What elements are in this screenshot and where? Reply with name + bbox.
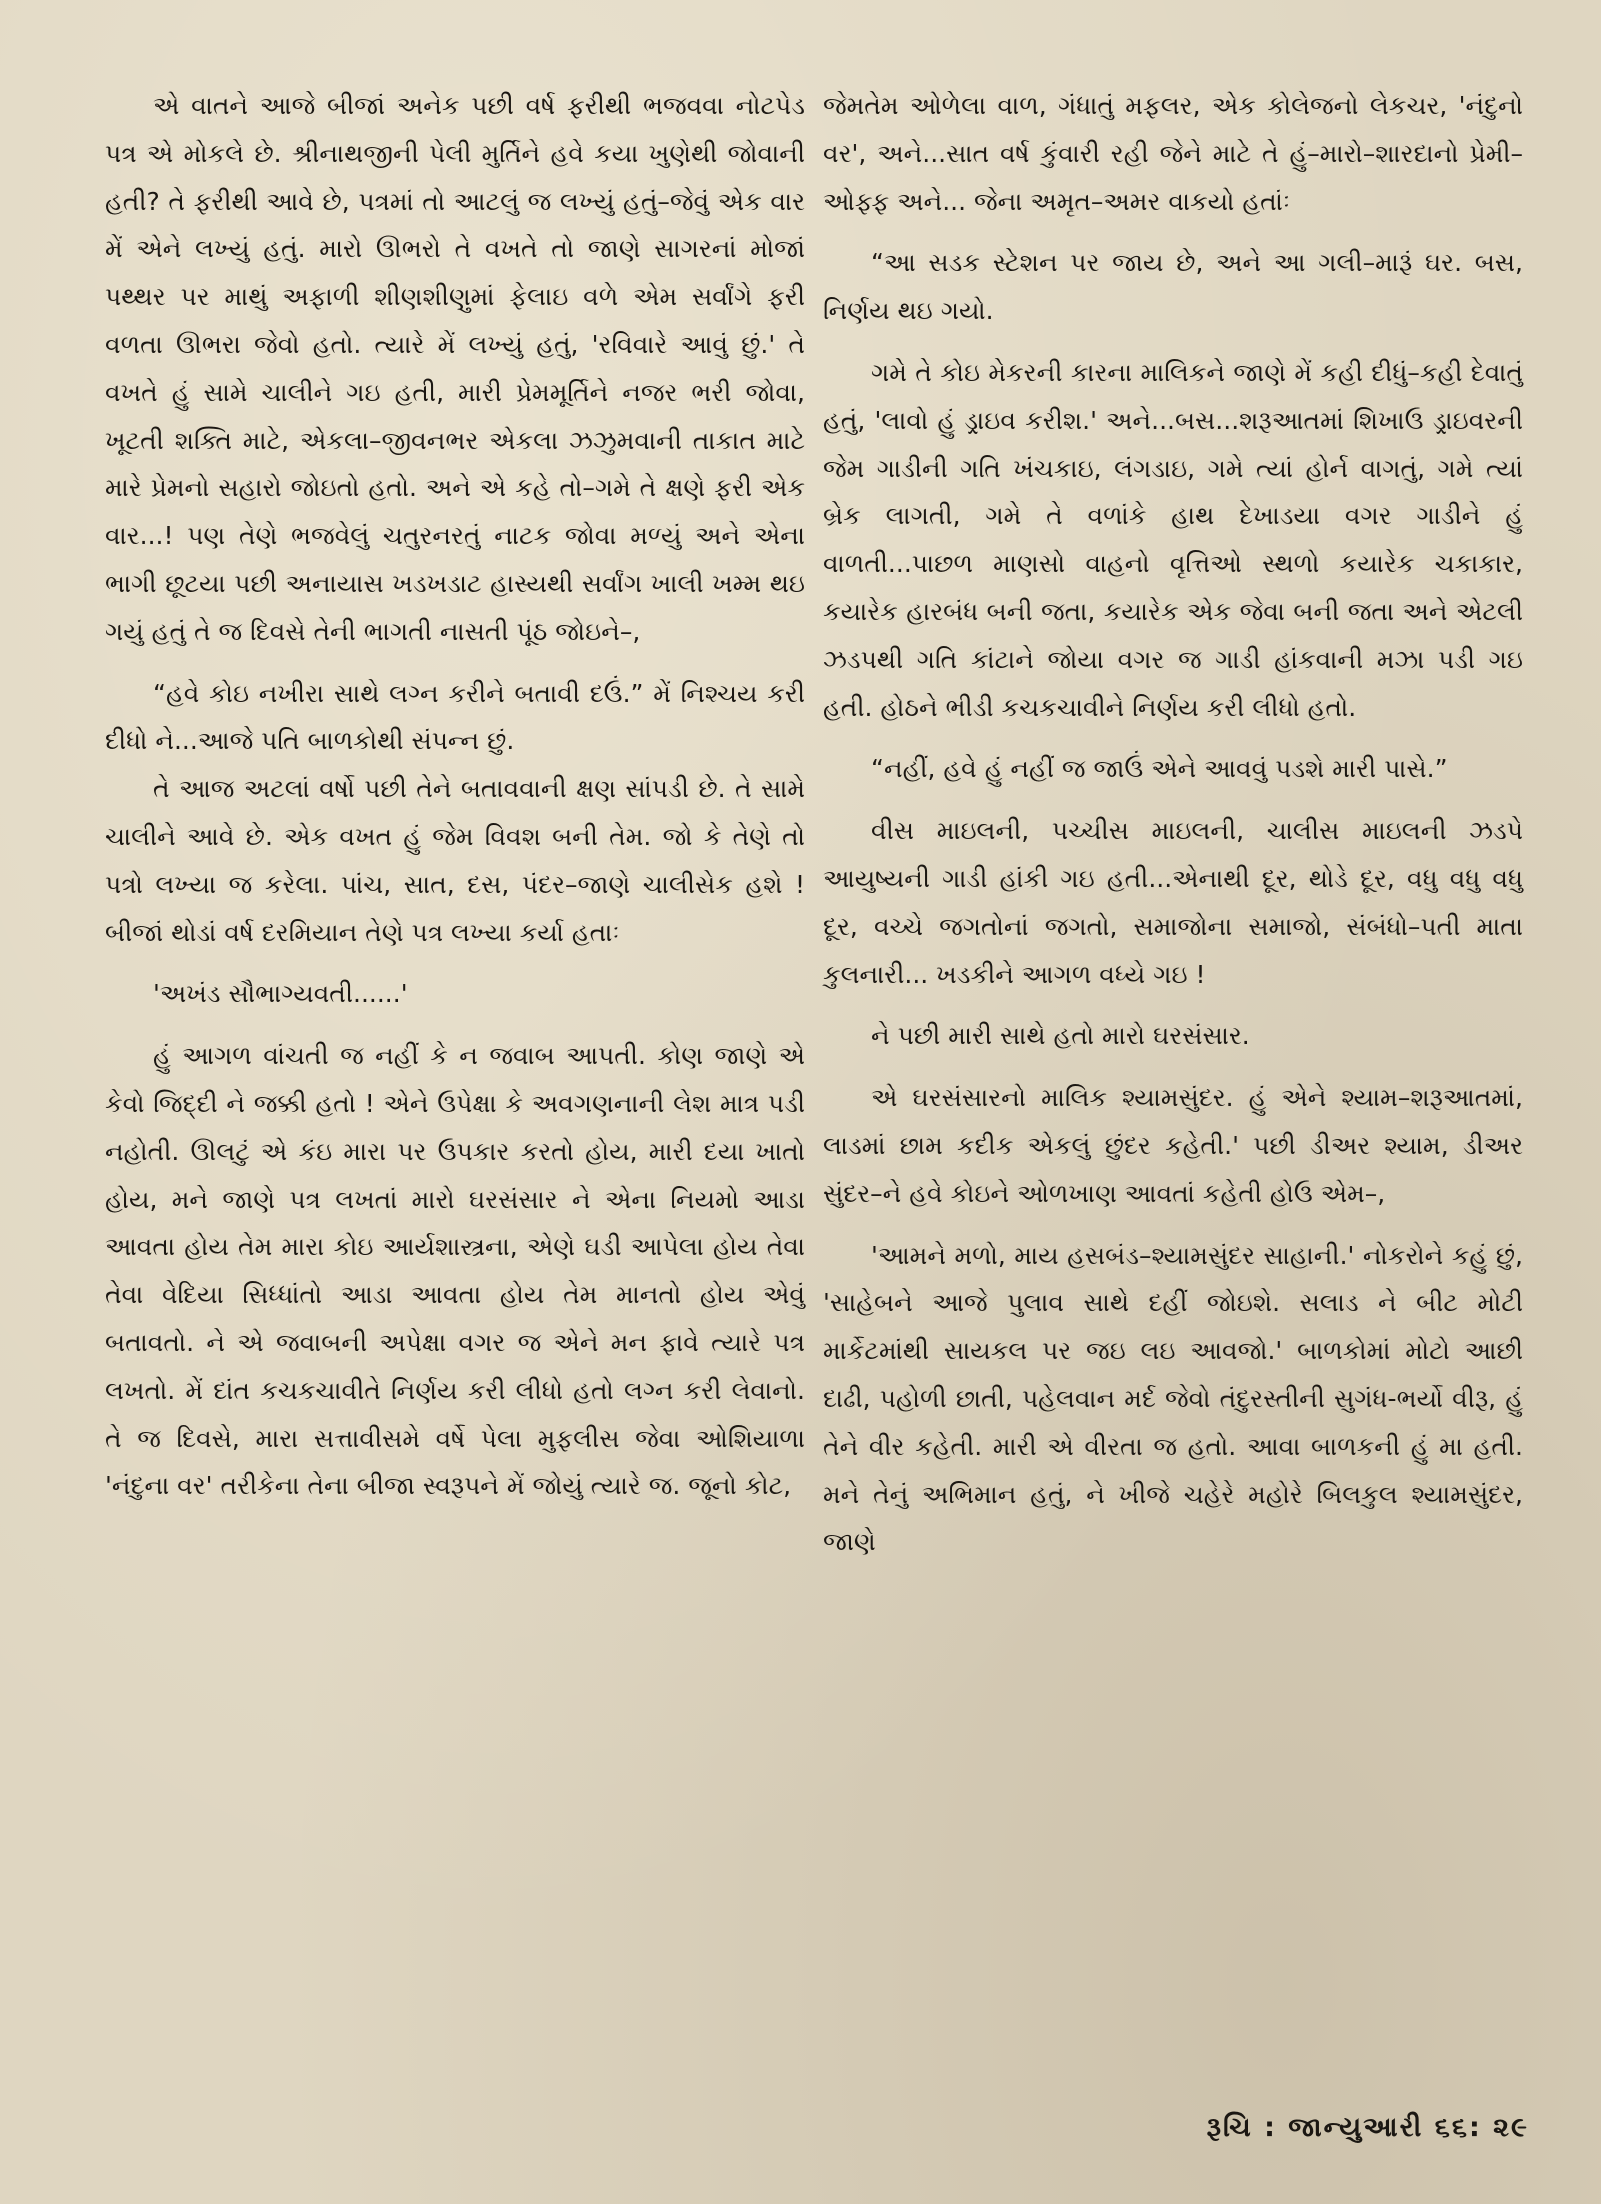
paragraph: ને પછી મારી સાથે હતો મારો ઘરસંસાર. [871, 1021, 1250, 1051]
page-footer: રૂચિ : જાન્યુઆરી ૬૬: ૨૯ [1206, 2112, 1529, 2143]
paragraph: જેમતેમ ઓળેલા વાળ, ગંધાતું મફલર, એક કોલેજનો લેકચર, 'નંદુનો વર', અને...સાત વર્ષ કુંવારી રહી જેને માટે તે હું–મારો–શારદાનો પ્રેમી–ઓફ્ફ અને... જેના અમૃત–અમર વાકયો હતાંઃ [823, 91, 1523, 216]
paragraph: 'આમને મળો, માય હસબંડ–શ્યામસુંદર સાહાની.' નોકરોને કહું છું, 'સાહેબને આજે પુલાવ સાથે દહીં જોઇશે. સલાડ ને બીટ મોટી માર્કેટમાંથી સાયકલ પર જઇ લઇ આવજો.' બાળકોમાં મોટો આછી દાઢી, પહોળી છાતી, પહેલવાન મર્દ જેવો તંદુરસ્તીની સુગંધ-ભર્યો વીરૂ, હું તેને વીર કહેતી. મારી એ વીરતા જ હતો. આવા બાળકની હું મા હતી. મને તેનું અભિમાન હતું, ને ખીજે ચહેરે મહોરે બિલકુલ શ્યામસુંદર, જાણે [823, 1240, 1523, 1557]
paragraph: વીસ માઇલની, પચ્ચીસ માઇલની, ચાલીસ માઇલની ઝડપે આયુષ્યની ગાડી હાંકી ગઇ હતી...એનાથી દૂર, થોડે દૂર, વધુ વધુ વધુ દૂર, વચ્ચે જગતોનાં જગતો, સમાજોના સમાજો, સંબંધો–પતી માતા કુલનારી... ખડકીને આગળ વધ્યે ગઇ ! [823, 816, 1523, 989]
right-column [823, 82, 1523, 1566]
left-column [105, 82, 805, 1510]
paragraph: એ વાતને આજે બીજાં અનેક પછી વર્ષ ફરીથી ભજવવા નોટપેડ પત્ર એ મોકલે છે. શ્રીનાથજીની પેલી મુર્તિને હવે કયા ખુણેથી જોવાની હતી? તે ફરીથી આવે છે, પત્રમાં તો આટલું જ લખ્યું હતું–જેવું એક વાર મેં એને લખ્યું હતું. મારો ઊભરો તે વખતે તો જાણે સાગરનાં મોજાં પથ્થર પર માથું અફાળી શીણશીણુમાં ફેલાઇ વળે એમ સર્વાંગે ફરી વળતા ઊભરા જેવો હતો. ત્યારે મેં લખ્યું હતું, 'રવિવારે આવું છું.' તે વખતે હું સામે ચાલીને ગઇ હતી, મારી પ્રેમમૂર્તિને નજર ભરી જોવા, ખૂટતી શક્તિ માટે, એકલા–જીવનભર એકલા ઝઝુમવાની તાકાત માટે મારે પ્રેમનો સહારો જોઇતો હતો. અને એ કહે તો–ગમે તે ક્ષણે ફરી એક વાર...! પણ તેણે ભજવેલું ચતુરનરતું નાટક જોવા મળ્યું અને એના ભાગી છૂટયા પછી અનાયાસ ખડખડાટ હાસ્યથી સર્વાંગ ખાલી ખમ્મ થઇ ગયું હતું તે જ દિવસે તેની ભાગતી નાસતી પૂંઠ જોઇને–, [105, 91, 805, 646]
paragraph: “આ સડક સ્ટેશન પર જાય છે, અને આ ગલી–મારૂં ઘર. બસ, નિર્ણય થઇ ગયો. [823, 248, 1523, 326]
paragraph: હું આગળ વાંચતી જ નહીં કે ન જવાબ આપતી. કોણ જાણે એ કેવો જિદ્દી ને જક્કી હતો ! એને ઉપેક્ષા કે અવગણનાની લેશ માત્ર પડી નહોતી. ઊલટું એ કંઇ મારા પર ઉપકાર કરતો હોય, મારી દયા ખાતો હોય, મને જાણે પત્ર લખતાં મારો ઘરસંસાર ને એના નિયમો આડા આવતા હોય તેમ મારા કોઇ આર્યશાસ્ત્રના, એણે ઘડી આપેલા હોય તેવા તેવા વેદિયા સિધ્ધાંતો આડા આવતા હોય તેમ માનતો હોય એવું બતાવતો. ને એ જવાબની અપેક્ષા વગર જ એને મન ફાવે ત્યારે પત્ર લખતો. મેં દાંત કચકચાવીતે નિર્ણય કરી લીધો હતો લગ્ન કરી લેવાનો. તે જ દિવસે, મારા સત્તાવીસમે વર્ષે પેલા મુફલીસ જેવા ઓશિયાળા 'નંદુના વર' તરીકેના તેના બીજા સ્વરૂપને મેં જોયું ત્યારે જ. જૂનો કોટ, [105, 1041, 805, 1501]
paragraph: “હવે કોઇ નખીરા સાથે લગ્ન કરીને બતાવી દઉં.” મેં નિશ્ચય કરી દીધો ને...આજે પતિ બાળકોથી સંપન્ન છું. [105, 678, 805, 756]
paragraph: “નહીં, હવે હું નહીં જ જાઉં એને આવવું પડશે મારી પાસે.” [871, 754, 1448, 784]
paragraph: એ ઘરસંસારનો માલિક શ્યામસુંદર. હું એને શ્યામ–શરૂઆતમાં, લાડમાં છામ કદીક એકલું છુંદર કહેતી.' પછી ડીઅર શ્યામ, ડીઅર સુંદર–ને હવે કોઇને ઓળખાણ આવતાં કહેતી હોઉ એમ–, [823, 1083, 1523, 1208]
paragraph: ગમે તે કોઇ મેકરની કારના માલિકને જાણે મેં કહી દીધું–કહી દેવાતું હતું, 'લાવો હું ડ્રાઇવ કરીશ.' અને...બસ...શરૂઆતમાં શિખાઉ ડ્રાઇવરની જેમ ગાડીની ગતિ ખંચકાઇ, લંગડાઇ, ગમે ત્યાં હોર્ન વાગતું, ગમે ત્યાં બ્રેક લાગતી, ગમે તે વળાંકે હાથ દેખાડયા વગર ગાડીને હું વાળતી...પાછળ માણસો વાહનો વૃત્તિઓ સ્થળો કયારેક ચકાકાર, કયારેક હારબંધ બની જતા, કયારેક એક જેવા બની જતા અને એટલી ઝડપથી ગતિ કાંટાને જોયા વગર જ ગાડી હાંકવાની મઝા પડી ગઇ હતી. હોઠને ભીડી કચકચાવીને નિર્ણય કરી લીધો હતો. [823, 357, 1523, 722]
paragraph: તે આજ અટલાં વર્ષો પછી તેને બતાવવાની ક્ષણ સાંપડી છે. તે સામે ચાલીને આવે છે. એક વખત હું જેમ વિવશ બની તેમ. જો કે તેણે તો પત્રો લખ્યા જ કરેલા. પાંચ, સાત, દસ, પંદર–જાણે ચાલીસેક હશે ! બીજાં થોડાં વર્ષ દરમિયાન તેણે પત્ર લખ્યા કર્યા હતાઃ [105, 774, 805, 947]
paragraph: 'અખંડ સૌભાગ્યવતી......' [153, 979, 408, 1009]
